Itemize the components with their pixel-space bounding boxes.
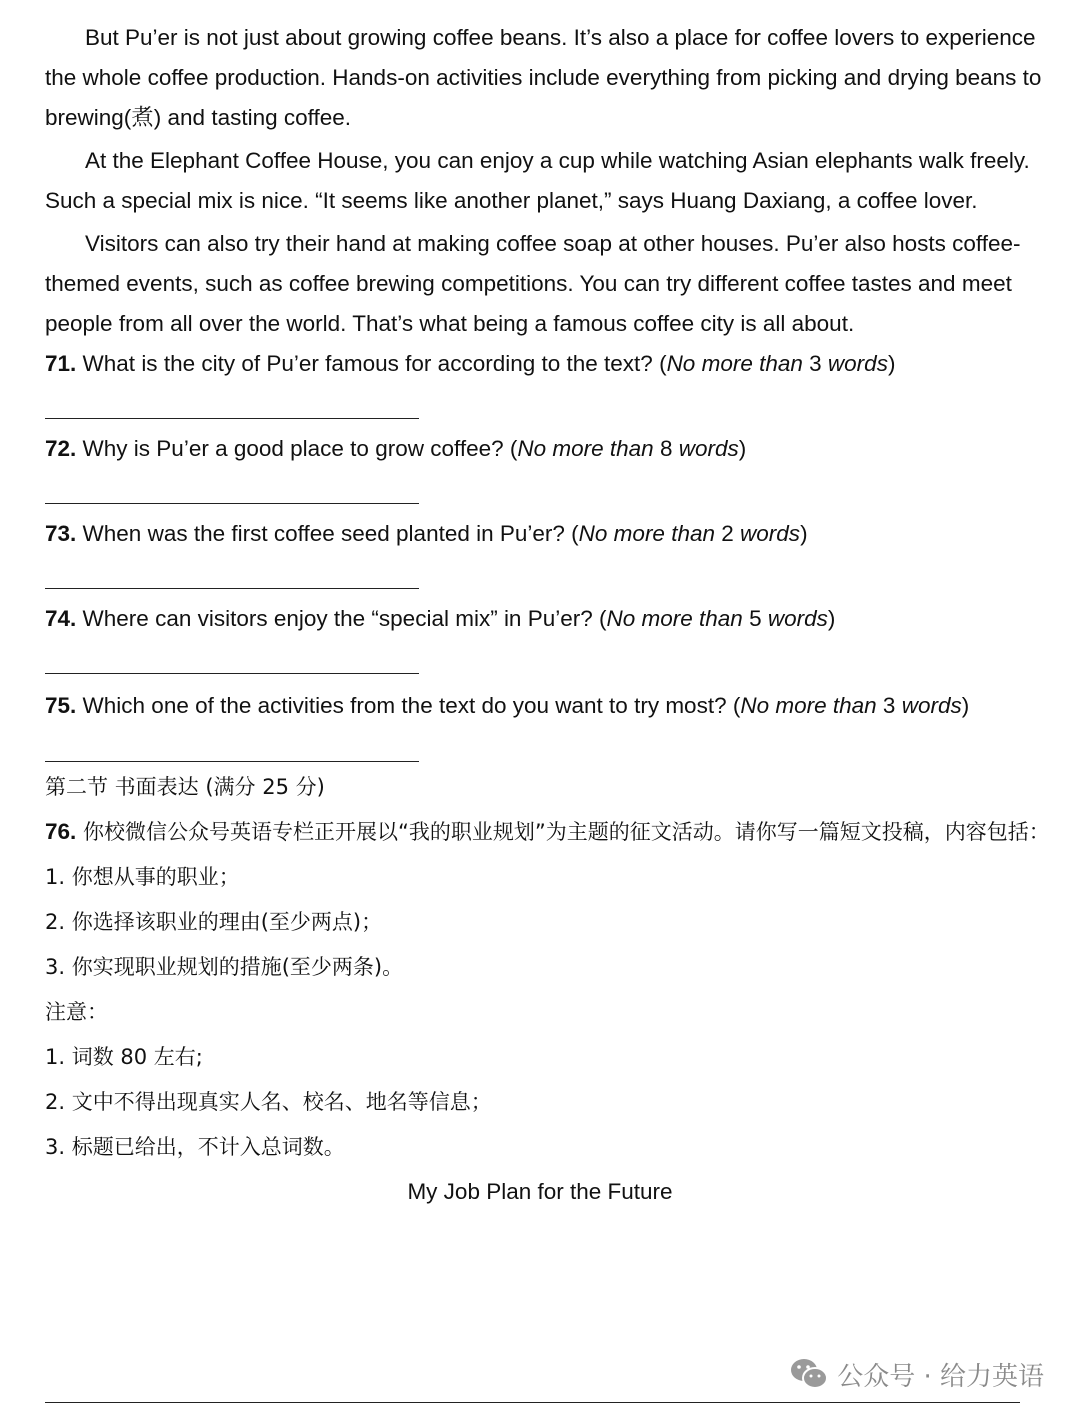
word-limit-count: 5	[742, 606, 768, 631]
question-number: 72.	[45, 436, 77, 461]
question-text: Which one of the activities from the text do you want to try most? (	[82, 693, 741, 718]
answer-blank-73[interactable]	[45, 554, 1055, 599]
question-number: 74.	[45, 606, 77, 631]
answer-blank-72[interactable]	[45, 469, 1055, 514]
question-75	[45, 684, 1055, 727]
notes-label: 注意：	[45, 1000, 108, 1024]
word-limit-unit: words	[827, 351, 888, 376]
close-paren: )	[887, 351, 896, 376]
question-number: 73.	[45, 521, 77, 546]
word-limit-label: No more than	[578, 521, 715, 546]
content-point-1: 1. 你想从事的职业；	[45, 865, 240, 889]
question-number: 75.	[45, 693, 77, 718]
watermark-text: 公众号 · 给力英语	[837, 1361, 1044, 1392]
question-72	[45, 429, 1055, 469]
question-74	[45, 599, 1055, 639]
note-3: 3. 标题已给出，不计入总词数。	[45, 1135, 345, 1159]
question-number: 71.	[45, 351, 77, 376]
word-limit-count: 3	[802, 351, 828, 376]
word-limit-label: No more than	[606, 606, 743, 631]
question-text: Why is Pu’er a good place to grow coffee? (	[82, 436, 518, 461]
word-limit-unit: words	[767, 606, 828, 631]
watermark	[789, 1352, 1044, 1396]
answer-blank-75[interactable]	[45, 727, 1055, 765]
word-limit-count: 8	[653, 436, 679, 461]
passage-paragraph-3: Visitors can also try their hand at making coffee soap at other houses. Pu’er also hosts coffee-themed events, such as coffee brewing competitions. You can try different coffee tastes and meet people from all over the world. That’s what being a famous coffee city is all about.	[45, 231, 1021, 336]
close-paren: )	[738, 436, 747, 461]
question-text: When was the first coffee seed planted in Pu’er? (	[82, 521, 579, 546]
close-paren: )	[961, 693, 970, 718]
word-limit-label: No more than	[740, 693, 877, 718]
essay-title: My Job Plan for the Future	[407, 1179, 673, 1204]
passage-paragraph-2: At the Elephant Coffee House, you can enjoy a cup while watching Asian elephants walk freely. Such a special mix is nice. “It seems like another planet,” says Huang Daxiang, a coffee lover.	[45, 148, 1030, 213]
writing-prompt	[45, 809, 1055, 855]
word-limit-count: 3	[876, 693, 902, 718]
word-limit-unit: words	[678, 436, 739, 461]
close-paren: )	[827, 606, 836, 631]
question-number: 76.	[45, 819, 77, 844]
word-limit-label: No more than	[666, 351, 803, 376]
answer-blank-74[interactable]	[45, 639, 1055, 684]
word-limit-count: 2	[715, 521, 741, 546]
passage-paragraph-1: But Pu’er is not just about growing coffee beans. It’s also a place for coffee lovers to experience the whole coffee production. Hands-on activities include everything from picking and drying beans to brewing(煮) and tasting coffee.	[45, 25, 1042, 130]
close-paren: )	[800, 521, 808, 546]
question-71	[45, 344, 1055, 384]
question-73	[45, 514, 1055, 554]
word-limit-unit: words	[901, 693, 962, 718]
section-heading: 第二节 书面表达 (满分 25 分)	[45, 775, 325, 799]
question-text: Where can visitors enjoy the “special mix” in Pu’er? (	[82, 606, 607, 631]
worksheet-page	[45, 18, 1055, 1212]
essay-answer-line[interactable]	[45, 1402, 1020, 1403]
content-point-3: 3. 你实现职业规划的措施(至少两条)。	[45, 955, 404, 979]
wechat-icon	[789, 1357, 829, 1391]
question-text: What is the city of Pu’er famous for according to the text? (	[82, 351, 667, 376]
note-2: 2. 文中不得出现真实人名、校名、地名等信息；	[45, 1090, 492, 1114]
word-limit-unit: words	[740, 521, 801, 546]
writing-prompt-text: 你校微信公众号英语专栏正开展以“我的职业规划”为主题的征文活动。请你写一篇短文投稿，内容包括：	[82, 820, 1050, 844]
answer-blank-71[interactable]	[45, 384, 1055, 429]
note-1: 1. 词数 80 左右;	[45, 1045, 203, 1069]
word-limit-label: No more than	[517, 436, 654, 461]
content-point-2: 2. 你选择该职业的理由(至少两点)；	[45, 910, 383, 934]
